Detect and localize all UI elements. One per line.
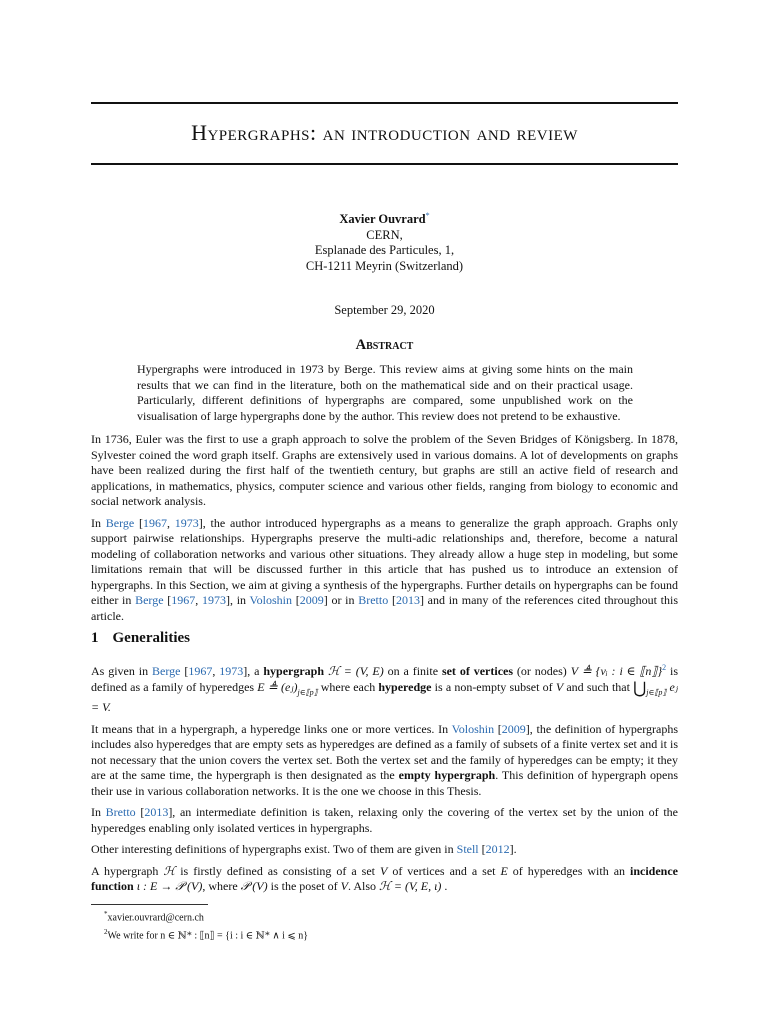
citation-link-berge[interactable]: Berge [152, 664, 181, 678]
intro-section [91, 432, 678, 630]
footnotes [104, 907, 308, 944]
math-inline: V [340, 879, 348, 893]
math-inline: E ≜ (eⱼ) [257, 679, 298, 694]
generalities-section [91, 660, 678, 901]
citation-link-2013[interactable]: 2013 [395, 593, 420, 607]
generalities-paragraph-5: A hypergraph ℋ is firstly defined as consisting of a set V of vertices and a set E of hyperedges with an incidence function ι : E → 𝒫 (V), where 𝒫 (V) is the poset of V. Also ℋ = (V, E, ι) . [91, 863, 679, 893]
footnote-text: We write for n ∈ ℕ* : ⟦n⟧ = {i : i ∈ ℕ* ∧ i ⩽ n} [107, 930, 309, 942]
footnote: $^2$We write for n ∈ ℕ* : ⟦n⟧ = {i : i ∈ ℕ* ∧ i ⩽ n} [104, 928, 309, 942]
generalities-paragraph-3: In Bretto [2013], an intermediate definition is taken, relaxing only the covering of the vertex set by the union of the hyperedges enabling only isolated vertices in hypergraphs. [91, 805, 678, 835]
affiliation-line: CH-1211 Meyrin (Switzerland) [305, 258, 464, 273]
paper-date: September 29, 2020 [334, 303, 435, 317]
section-title: Generalities [112, 630, 190, 646]
math-inline: V ≜ {vᵢ : i ∈ ⟦n⟧} [570, 664, 663, 678]
citation-link-1967[interactable]: 1967 [143, 515, 167, 530]
citation-link-berge[interactable]: Berge [135, 593, 164, 607]
title-rule-bottom [91, 163, 678, 165]
citation-link-2009[interactable]: 2009 [501, 721, 526, 736]
citation-link-2013[interactable]: 2013 [144, 805, 169, 819]
footnote-marker-2[interactable]: 2 [662, 663, 667, 672]
citation-link-2012[interactable]: 2012 [485, 842, 510, 856]
math-inline: ℋ = (V, E) [327, 664, 384, 678]
citation-link-1973[interactable]: 1973 [201, 593, 226, 607]
math-subscript: j∈⟦p⟧ [646, 687, 667, 697]
math-subscript: j∈⟦p⟧ [297, 687, 318, 697]
math-inline: V [555, 679, 564, 694]
citation-link-stell[interactable]: Stell [456, 842, 479, 856]
author-block [91, 208, 678, 274]
citation-link-1967[interactable]: 1967 [188, 664, 213, 678]
citation-link-1973[interactable]: 1973 [219, 664, 244, 678]
author-footnote-marker[interactable]: * [425, 211, 430, 220]
term-hypergraph: hypergraph [263, 664, 325, 678]
union-operator: ⋃ [633, 679, 647, 697]
citation-link-2009[interactable]: 2009 [299, 593, 324, 607]
math-inline: eⱼ = V. [91, 679, 679, 714]
term-hyperedge: hyperedge [378, 679, 432, 694]
intro-paragraph-1: In 1736, Euler was the first to use a graph approach to solve the problem of the Seven Bridges of Königsberg. In 1878, Sylvester coined the word graph itself. Graphs are extensively used in various domains. A lot of developments on graphs have been realized during the first half of the twentieth century, but graphs are still an active field of research and applications, in mathematics, physics, computer science and various other fields, ranging from biology to economic and social network analysis. [91, 432, 678, 508]
abstract-heading: Abstract [355, 337, 414, 353]
term-incidence-function: incidence function [91, 863, 679, 893]
math-inline: ℋ [163, 863, 176, 878]
citation-link-1973[interactable]: 1973 [174, 515, 199, 530]
math-inline: E [500, 863, 508, 878]
citation-link-berge[interactable]: Berge [105, 515, 135, 530]
math-inline: 𝒫 (V) [240, 879, 268, 893]
intro-paragraph-2: In Berge [1967, 1973], the author introduced hypergraphs as a means to generalize the graph approach. Graphs only support pairwise relationships. Hypergraphs preserve the multi-adic relationships and, therefore, become a natural modeling of collaboration networks and various other situations. They already allow a huge step in modeling, but some limitations remain that will be discussed further in this article that has pushed us to introduce an extension of hypergraphs. In this Section, we aim at giving a synthesis of the hypergraphs. Further details on hypergraphs can be found either in Berge [1967, 1973], in Voloshin [2009] or in Bretto [2013] and in many of the references cited throughout this article. [91, 515, 679, 623]
title-rule-top [91, 102, 678, 104]
math-inline: ℋ = (V, E, ι) [379, 879, 442, 893]
generalities-paragraph-4: Other interesting definitions of hypergraphs exist. Two of them are given in Stell [2012]. [91, 842, 517, 856]
affiliation-line: CERN, [366, 227, 403, 242]
footnote-email[interactable]: xavier.ouvrard@cern.ch [107, 912, 204, 924]
citation-link-voloshin[interactable]: Voloshin [451, 721, 495, 736]
citation-link-voloshin[interactable]: Voloshin [249, 593, 293, 607]
affiliation-line: Esplanade des Particules, 1, [314, 243, 455, 258]
footnote-rule [91, 904, 208, 905]
abstract-text: Hypergraphs were introduced in 1973 by Berge. This review aims at giving some hints on the main results that we can find in the literature, both on the mathematical side and on their practical usage. Particularly, different definitions of hypergraphs are compared, some unpublished work on the visualisation of large hypergraphs done by the author. This review does not pretend to be exhaustive. [137, 362, 633, 424]
paper-title: Hypergraphs: an introduction and review [191, 120, 578, 145]
section-number: 1 [91, 630, 99, 646]
author-name: Xavier Ouvrard [339, 212, 426, 227]
generalities-paragraph-1: As given in Berge [1967, 1973], a hypergraph ℋ = (V, E) on a finite set of vertices (or nodes) V ≜ {vᵢ : i ∈ ⟦n⟧}$^2$ is defined as a family of hyperedges E ≜ $(eⱼ)_{j\in⟦p⟧}$ where each hyperedge is a non-empty subset of V and such that $⋃_{j\in⟦p⟧}$ eⱼ = V. [91, 663, 679, 714]
footnote: *xavier.ouvrard@cern.ch [104, 910, 204, 924]
section-heading [91, 630, 190, 647]
generalities-paragraph-2: It means that in a hypergraph, a hyperedge links one or more vertices. In Voloshin [2009], the definition of hypergraphs includes also hyperedges that are empty sets as hyperedges are defined as a family of subsets of a finite vertex set and it is not necessary that the union covers the vertex set. Both the vertex set and the family of hyperedges can be empty; it they are at the same time, the hypergraph is then designated as the empty hypergraph. This definition of hypergraph opens their use in various collaboration networks. It is the one we choose in this Thesis. [91, 721, 678, 798]
math-inline: V [380, 863, 388, 878]
term-set-of-vertices: set of vertices [441, 664, 514, 678]
citation-link-bretto[interactable]: Bretto [105, 805, 136, 819]
citation-link-bretto[interactable]: Bretto [358, 593, 389, 607]
citation-link-1967[interactable]: 1967 [171, 593, 196, 607]
math-inline: ι : E → 𝒫 (V) [133, 879, 203, 893]
term-empty-hypergraph: empty hypergraph [398, 768, 496, 782]
